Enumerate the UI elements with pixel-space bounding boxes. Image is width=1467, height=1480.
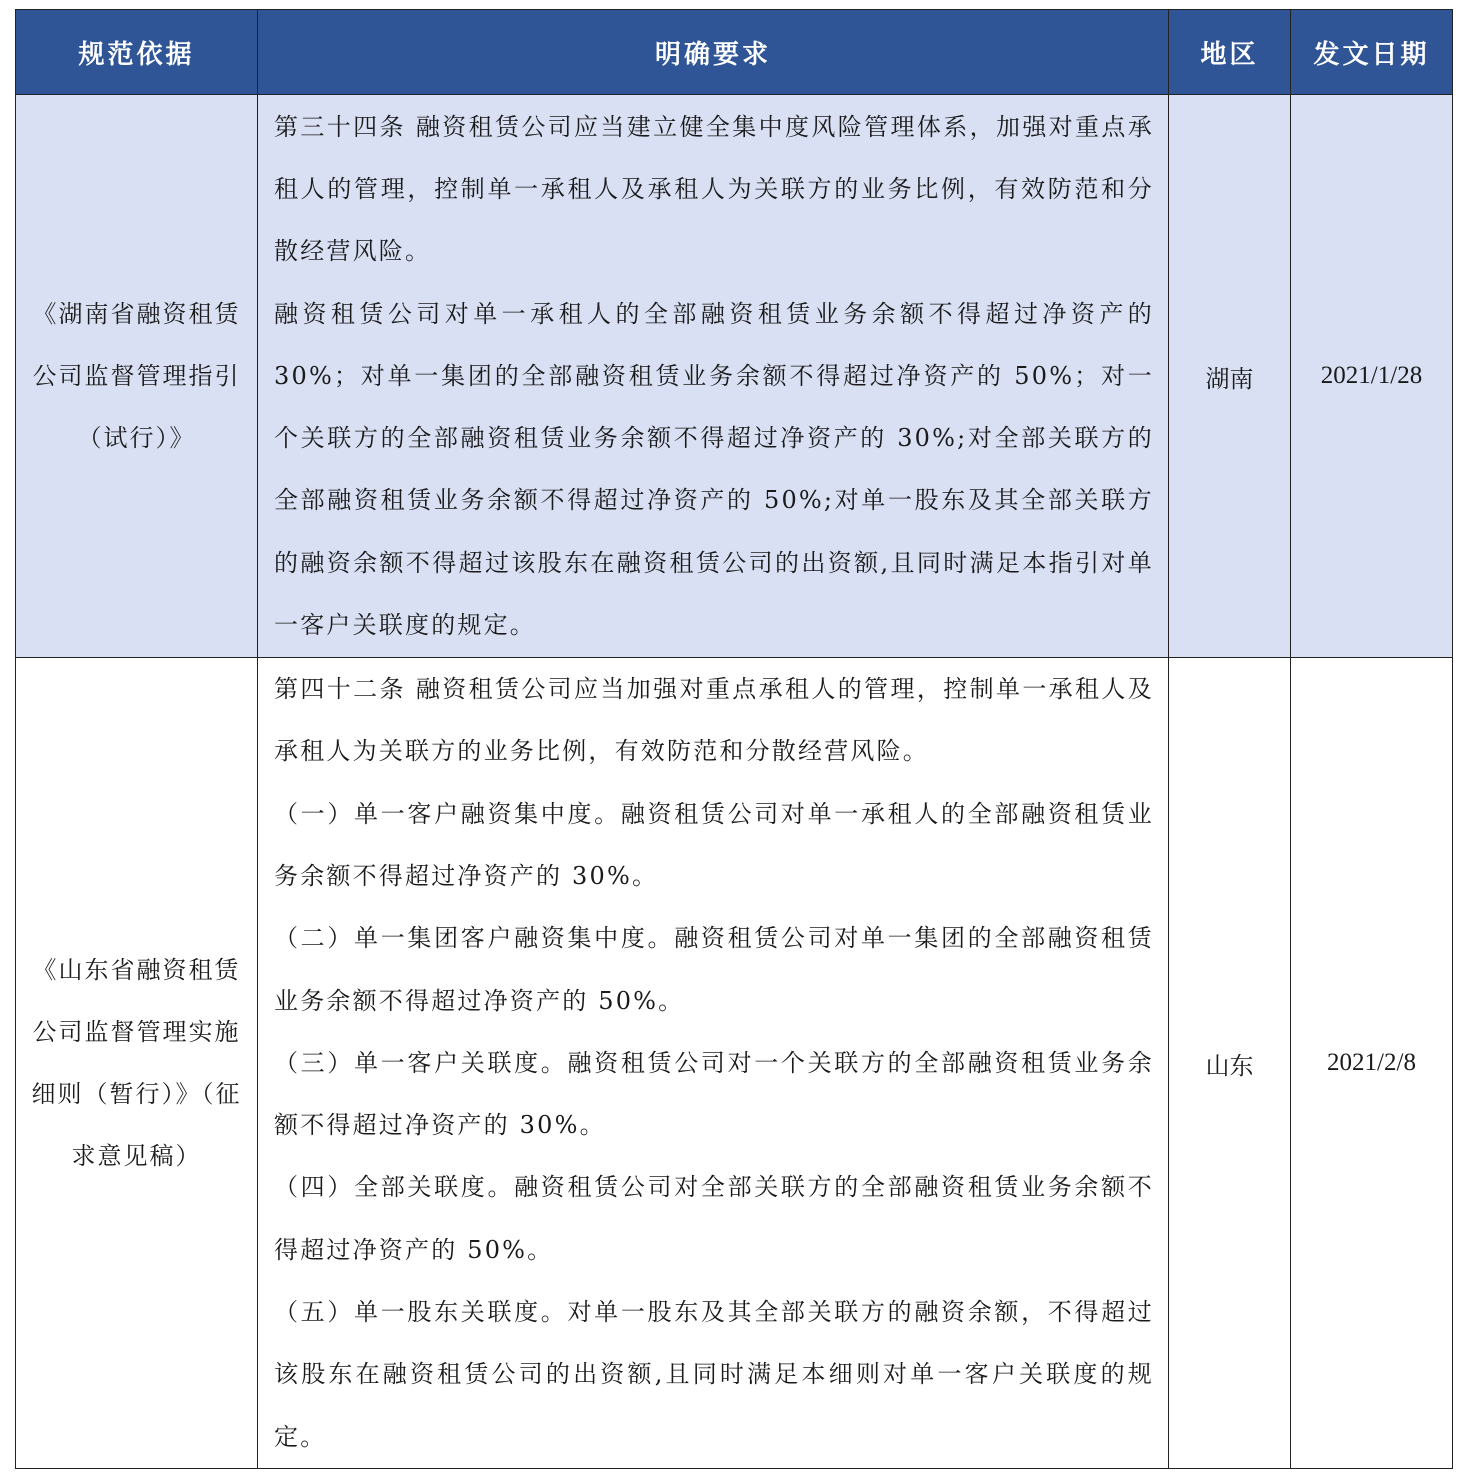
cell-basis: 《湖南省融资租赁公司监督管理指引（试行）》 (16, 95, 258, 658)
requirement-paragraph: （三）单一客户关联度。融资租赁公司对一个关联方的全部融资租赁业务余额不得超过净资产的 30%。 (274, 1048, 1154, 1140)
cell-region: 湖南 (1169, 95, 1291, 658)
cell-requirement (258, 95, 1169, 658)
header-requirement: 明确要求 (258, 10, 1169, 95)
header-row (16, 10, 1453, 95)
table-row (16, 95, 1453, 658)
requirement-paragraph: 第四十二条 融资租赁公司应当加强对重点承租人的管理，控制单一承租人及承租人为关联方的业务比例，有效防范和分散经营风险。 (274, 675, 1154, 766)
requirement-paragraph: （五）单一股东关联度。对单一股东及其全部关联方的融资余额，不得超过该股东在融资租赁公司的出资额,且同时满足本细则对单一客户关联度的规定。 (274, 1298, 1154, 1451)
header-region: 地区 (1169, 10, 1291, 95)
header-basis: 规范依据 (16, 10, 258, 95)
requirement-paragraph: 第三十四条 融资租赁公司应当建立健全集中度风险管理体系，加强对重点承租人的管理，控制单一承租人及承租人为关联方的业务比例，有效防范和分散经营风险。 (274, 112, 1154, 266)
cell-basis: 《山东省融资租赁公司监督管理实施细则（暂行）》（征求意见稿） (16, 658, 258, 1469)
requirement-paragraph: 融资租赁公司对单一承租人的全部融资租赁业务余额不得超过净资产的30%；对单一集团的全部融资租赁业务余额不得超过净资产的 50%；对一个关联方的全部融资租赁业务余额不得超过净资产的 30%;对全部关联方的全部融资租赁业务余额不得超过净资产的 50%;对单一股东及其全部关联方的融资余额不得超过该股东在融资租赁公司的出资额,且同时满足本指引对单一客户关联度的规定。 (274, 299, 1154, 640)
table-row (16, 658, 1453, 1469)
cell-date: 2021/1/28 (1291, 95, 1453, 658)
header-date: 发文日期 (1291, 10, 1453, 95)
requirement-paragraph: （二）单一集团客户融资集中度。融资租赁公司对单一集团的全部融资租赁业务余额不得超过净资产的 50%。 (274, 924, 1154, 1015)
cell-requirement (258, 658, 1169, 1469)
requirement-paragraph: （一）单一客户融资集中度。融资租赁公司对单一承租人的全部融资租赁业务余额不得超过净资产的 30%。 (274, 799, 1154, 890)
cell-region: 山东 (1169, 658, 1291, 1469)
requirement-paragraph: （四）全部关联度。融资租赁公司对全部关联方的全部融资租赁业务余额不得超过净资产的 50%。 (274, 1173, 1154, 1264)
cell-date: 2021/2/8 (1291, 658, 1453, 1469)
regulation-table (15, 9, 1453, 1469)
